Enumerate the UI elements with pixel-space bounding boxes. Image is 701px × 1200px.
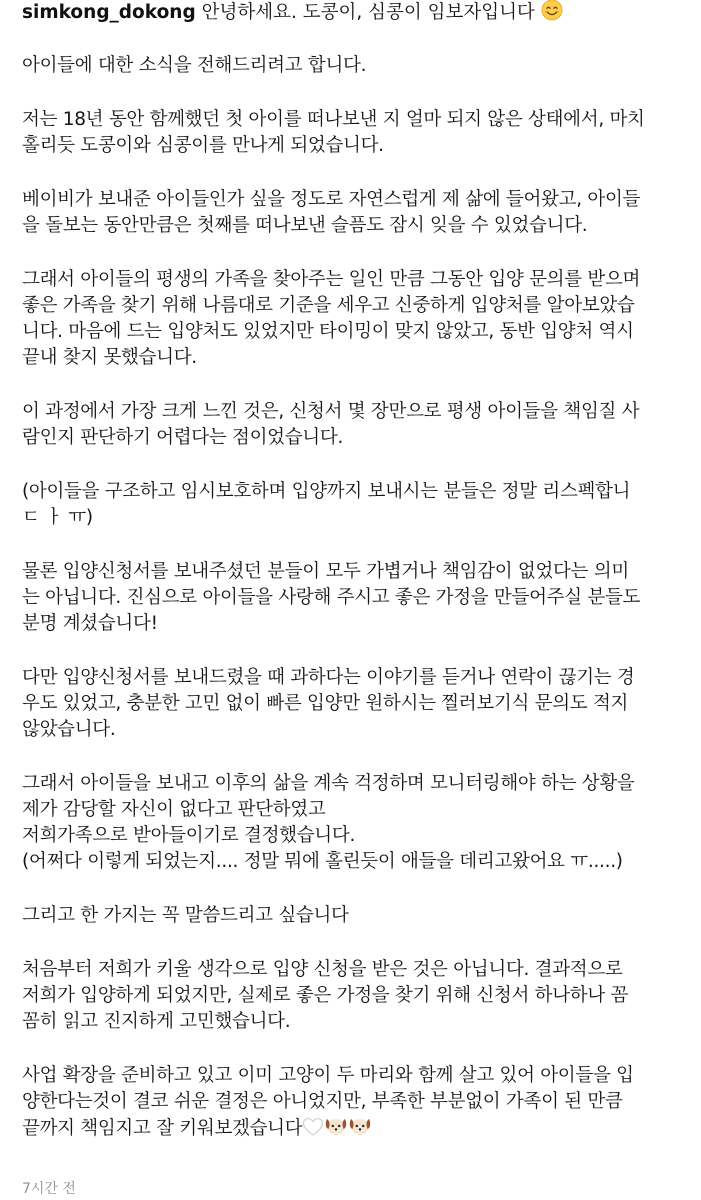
- caption-line: 아이들에 대한 소식을 전해드리려고 합니다.: [22, 55, 367, 76]
- caption-line: 좋은 가족을 찾기 위해 나름대로 기준을 세우고 신중하게 입양처를 알아보았습: [22, 295, 635, 316]
- caption-paragraph: [22, 267, 692, 371]
- caption-paragraph: [22, 399, 692, 451]
- caption-line: 처음부터 저희가 키울 생각으로 입양 신청을 받은 것은 아닙니다. 결과적으로: [22, 959, 623, 980]
- caption-line: 물론 입양신청서를 보내주셨던 분들이 모두 가볍거나 책임감이 없었다는 의미: [22, 561, 629, 582]
- caption-body: [22, 53, 692, 1142]
- caption-line: 제가 감당할 자신이 없다고 판단하였고: [22, 799, 326, 820]
- dog-face-icon: [324, 1115, 348, 1137]
- caption-paragraph: [22, 771, 692, 875]
- caption-line: 그래서 아이들의 평생의 가족을 찾아주는 일인 만큼 그동안 입양 문의를 받으며: [22, 269, 641, 290]
- dog-face-icon: [348, 1115, 372, 1137]
- caption-line: 저희가 입양하게 되었지만, 실제로 좋은 가정을 찾기 위해 신청서 하나하나 꼼: [22, 985, 629, 1006]
- caption-line: ㄷ ㅏ ㅠ): [22, 507, 93, 528]
- caption-line: 저희가족으로 받아들이기로 결정했습니다.: [22, 825, 356, 846]
- caption-paragraph: [22, 187, 692, 239]
- caption-line: 않았습니다.: [22, 719, 116, 740]
- caption-line: (아이들을 구조하고 임시보호하며 입양까지 보내시는 분들은 정말 리스펙합니: [22, 481, 631, 502]
- caption-line: 그리고 한 가지는 꼭 말씀드리고 싶습니다: [22, 905, 349, 926]
- smiling-face-icon: [541, 0, 563, 21]
- post-caption: [22, 0, 692, 1170]
- caption-line: 을 돌보는 동안만큼은 첫째를 떠나보낸 슬픔도 잠시 잊을 수 있었습니다.: [22, 215, 588, 236]
- caption-line: 사업 확장을 준비하고 있고 이미 고양이 두 마리와 함께 살고 있어 아이들을 입: [22, 1065, 634, 1086]
- caption-paragraph: [22, 479, 692, 531]
- greeting-text: 안녕하세요. 도콩이, 심콩이 임보자입니다: [201, 2, 535, 23]
- caption-paragraph: [22, 1063, 692, 1142]
- post-timestamp: 7시간 전: [22, 1181, 76, 1197]
- caption-line: 홀리듯 도콩이와 심콩이를 만나게 되었습니다.: [22, 135, 384, 156]
- caption-paragraph: [22, 53, 692, 79]
- caption-paragraph: [22, 903, 692, 929]
- caption-line: 우도 있었고, 충분한 고민 없이 빠른 입양만 원하시는 찔러보기식 문의도 적지: [22, 693, 629, 714]
- caption-line: (어쩌다 이렇게 되었는지.... 정말 뭐에 홀린듯이 애들을 데리고왔어요 ㅠ.....): [22, 851, 623, 872]
- caption-paragraph: [22, 559, 692, 637]
- white-heart-icon: [302, 1117, 324, 1137]
- caption-line: 분명 계셨습니다!: [22, 613, 158, 634]
- caption-line: 다만 입양신청서를 보내드렸을 때 과하다는 이야기를 듣거나 연락이 끊기는 경: [22, 667, 635, 688]
- caption-line: 는 아닙니다. 진심으로 아이들을 사랑해 주시고 좋은 가정을 만들어주실 분들도: [22, 587, 641, 608]
- caption-line: 베이비가 보내준 아이들인가 싶을 정도로 자연스럽게 제 삶에 들어왔고, 아이들: [22, 189, 641, 210]
- caption-header: [22, 0, 692, 27]
- caption-line: 그래서 아이들을 보내고 이후의 삶을 계속 걱정하며 모니터링해야 하는 상황을: [22, 773, 635, 794]
- caption-line: 양한다는것이 결코 쉬운 결정은 아니었지만, 부족한 부분없이 가족이 된 만큼: [22, 1091, 623, 1112]
- caption-paragraph: [22, 665, 692, 743]
- caption-line: 끝까지 책임지고 잘 키워보겠습니다: [22, 1115, 692, 1142]
- username-link[interactable]: simkong_dokong: [22, 2, 196, 23]
- caption-line: 이 과정에서 가장 크게 느낀 것은, 신청서 몇 장만으로 평생 아이들을 책임질 사: [22, 401, 640, 422]
- caption-line: 끝내 찾지 못했습니다.: [22, 347, 197, 368]
- caption-line: 저는 18년 동안 함께했던 첫 아이를 떠나보낸 지 얼마 되지 않은 상태에서, 마치: [22, 109, 645, 130]
- caption-line: 니다. 마음에 드는 입양처도 있었지만 타이밍이 맞지 않았고, 동반 입양처 역시: [22, 321, 634, 342]
- caption-line: 꼼히 읽고 진지하게 고민했습니다.: [22, 1011, 291, 1032]
- caption-paragraph: [22, 957, 692, 1035]
- caption-line: 람인지 판단하기 어렵다는 점이었습니다.: [22, 427, 344, 448]
- caption-paragraph: [22, 107, 692, 159]
